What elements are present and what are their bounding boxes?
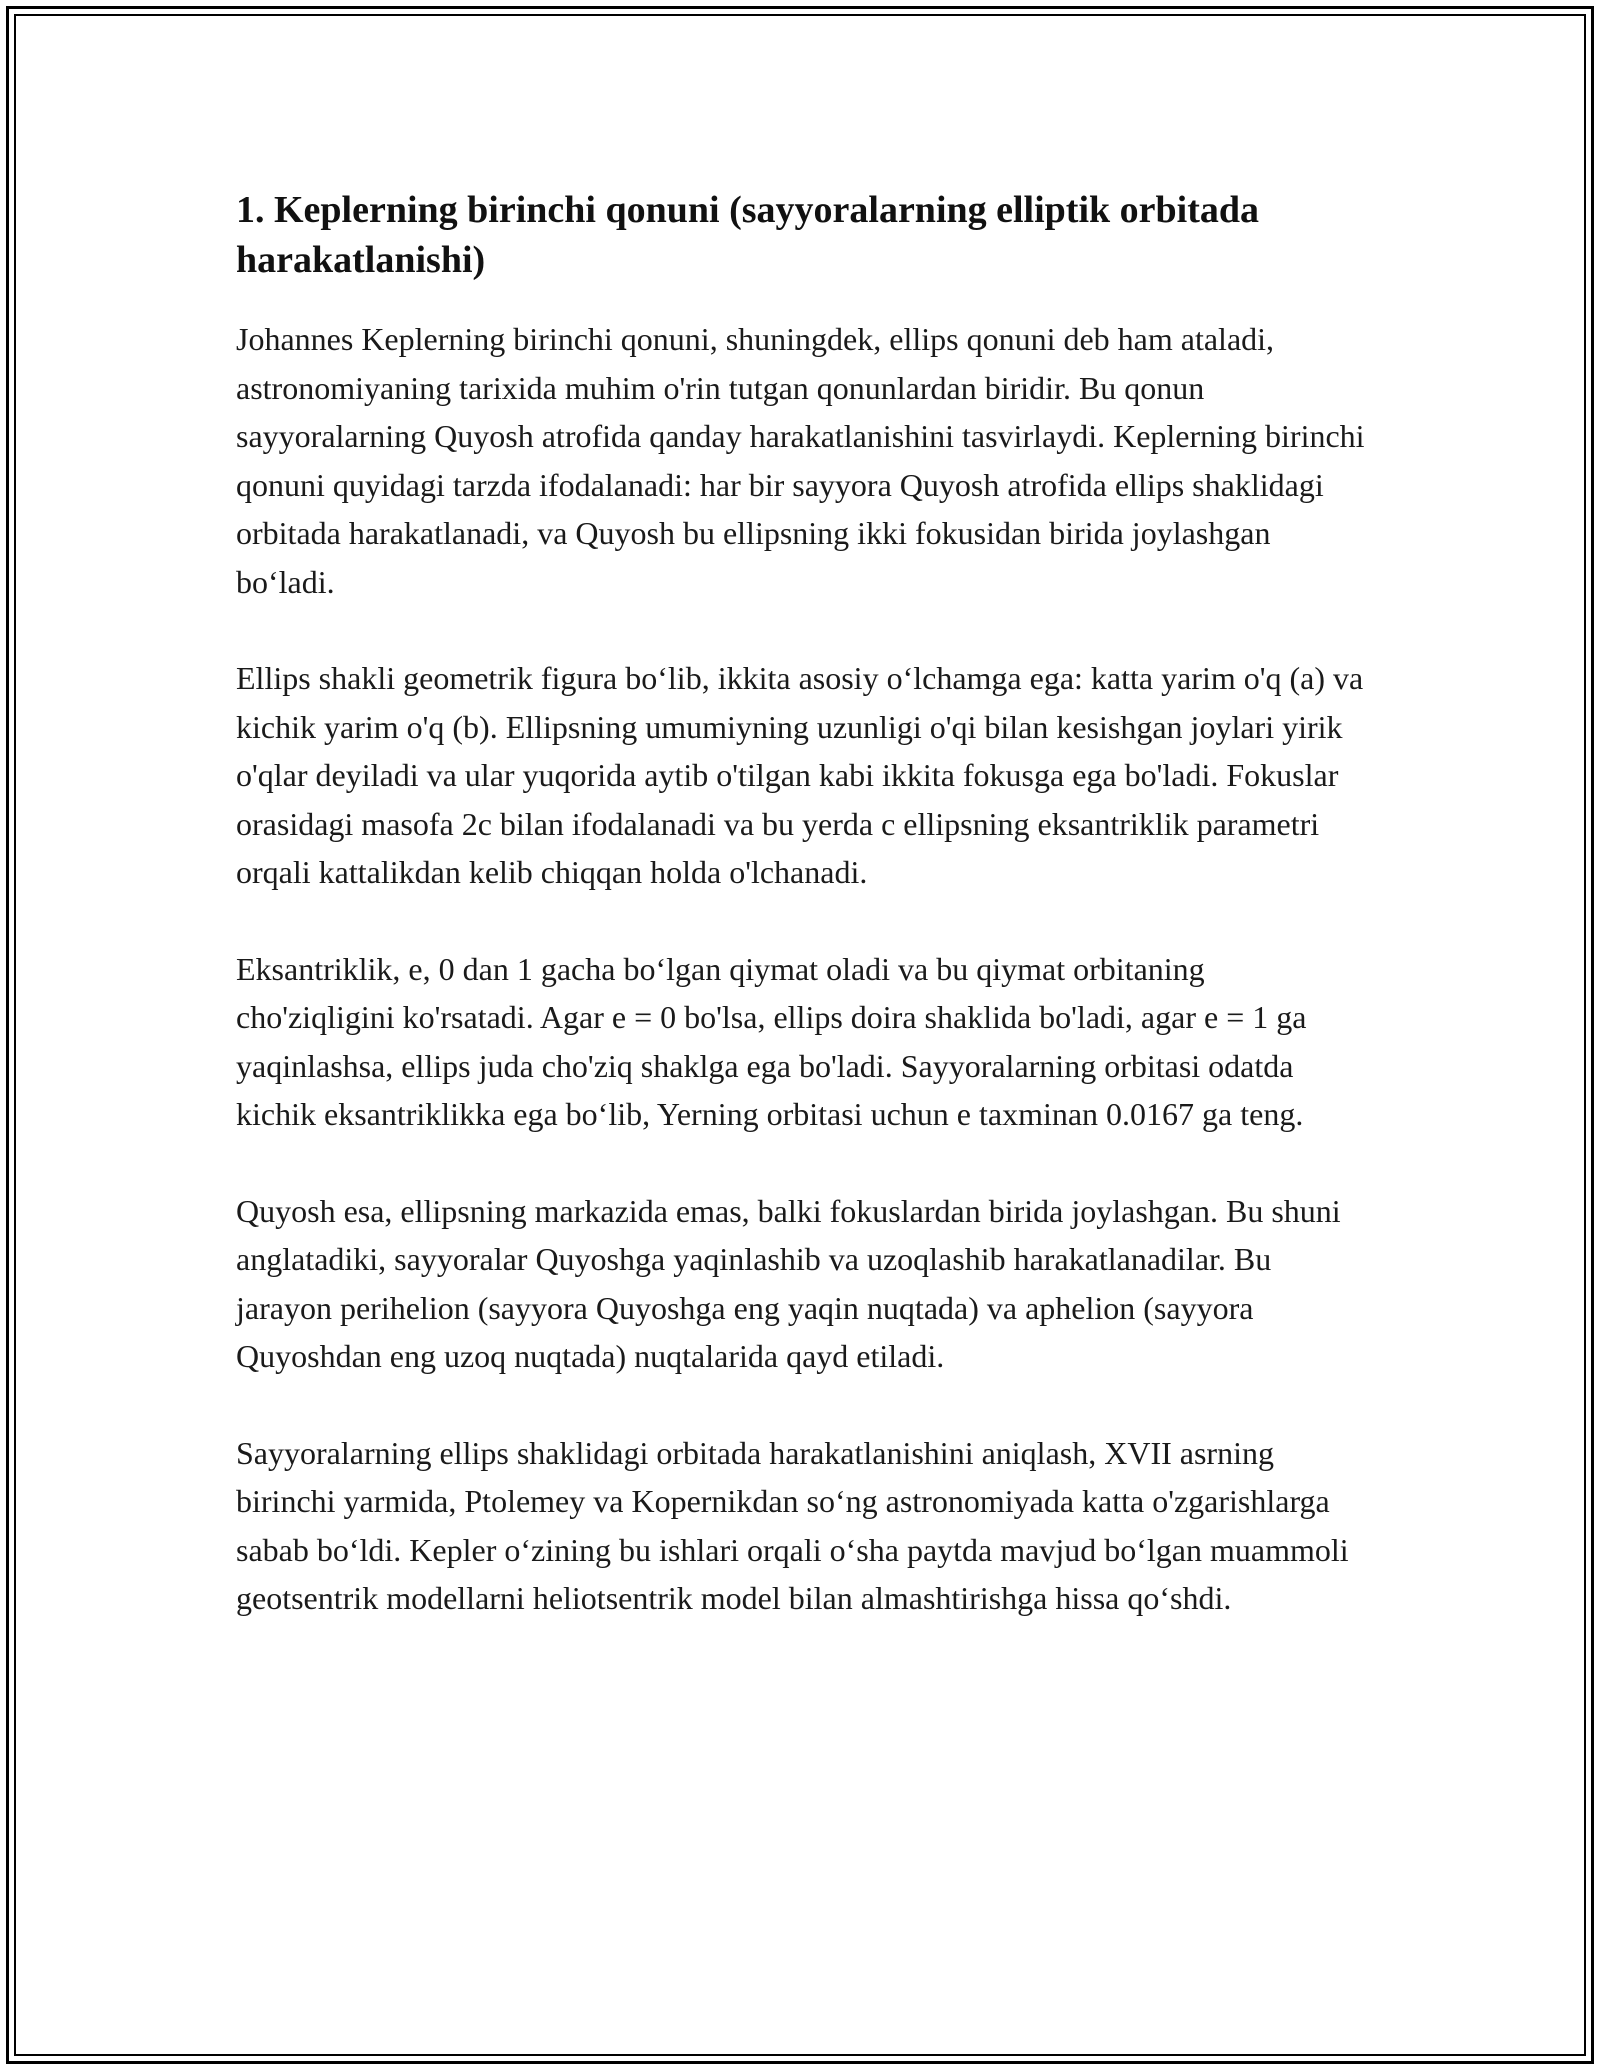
paragraph-5: Sayyoralarning ellips shaklidagi orbitada harakatlanishini aniqlash, XVII asrning birinchi yarmida, Ptolemey va Kopernikdan so‘ng astronomiyada katta o'zgarishlarga sabab bo‘ldi. Kepler o‘zining bu ishlari orqali o‘sha paytda mavjud bo‘lgan muammoli geotsentrik modellarni heliotsentrik model bilan almashtirishga hissa qo‘shdi. [236, 1434, 1349, 1616]
document-title: 1. Keplerning birinchi qonuni (sayyoralarning elliptik orbitada harakatlanishi) [236, 189, 1259, 281]
paragraph-2: Ellips shakli geometrik figura bo‘lib, ikkita asosiy o‘lchamga ega: katta yarim o'q (a) va kichik yarim o'q (b). Ellipsning umumiyning uzunligi o'qi bilan kesishgan joylari yirik o'qlar deyiladi va ular yuqorida aytib o'tilgan kabi ikkita fokusga ega bo'ladi. Fokuslar orasidagi masofa 2c bilan ifodalanadi va bu yerda c ellipsning eksantriklik parametri orqali kattalikdan kelib chiqqan holda o'lchanadi. [236, 660, 1364, 890]
paragraph-1: Johannes Keplerning birinchi qonuni, shuningdek, ellips qonuni deb ham ataladi, astronomiyaning tarixida muhim o'rin tutgan qonunlardan biridir. Bu qonun sayyoralarning Quyosh atrofida qanday harakatlanishini tasvirlaydi. Keplerning birinchi qonuni quyidagi tarzda ifodalanadi: har bir sayyora Quyosh atrofida ellips shaklidagi orbitada harakatlanadi, va Quyosh bu ellipsning ikki fokusidan birida joylashgan bo‘ladi. [236, 321, 1365, 600]
paragraph-4: Quyosh esa, ellipsning markazida emas, balki fokuslardan birida joylashgan. Bu shuni anglatadiki, sayyoralar Quyoshga yaqinlashib va uzoqlashib harakatlanadilar. Bu jarayon perihelion (sayyora Quyoshga eng yaqin nuqtada) va aphelion (sayyora Quyoshdan eng uzoq nuqtada) nuqtalarida qayd etiladi. [236, 1192, 1341, 1374]
document-body [236, 185, 1366, 1623]
paragraph-3: Eksantriklik, e, 0 dan 1 gacha bo‘lgan qiymat oladi va bu qiymat orbitaning cho'ziqligini ko'rsatadi. Agar e = 0 bo'lsa, ellips doira shaklida bo'ladi, agar e = 1 ga yaqinlashsa, ellips juda cho'ziq shaklga ega bo'ladi. Sayyoralarning orbitasi odatda kichik eksantriklikka ega bo‘lib, Yerning orbitasi uchun e taxminan 0.0167 ga teng. [236, 950, 1307, 1132]
